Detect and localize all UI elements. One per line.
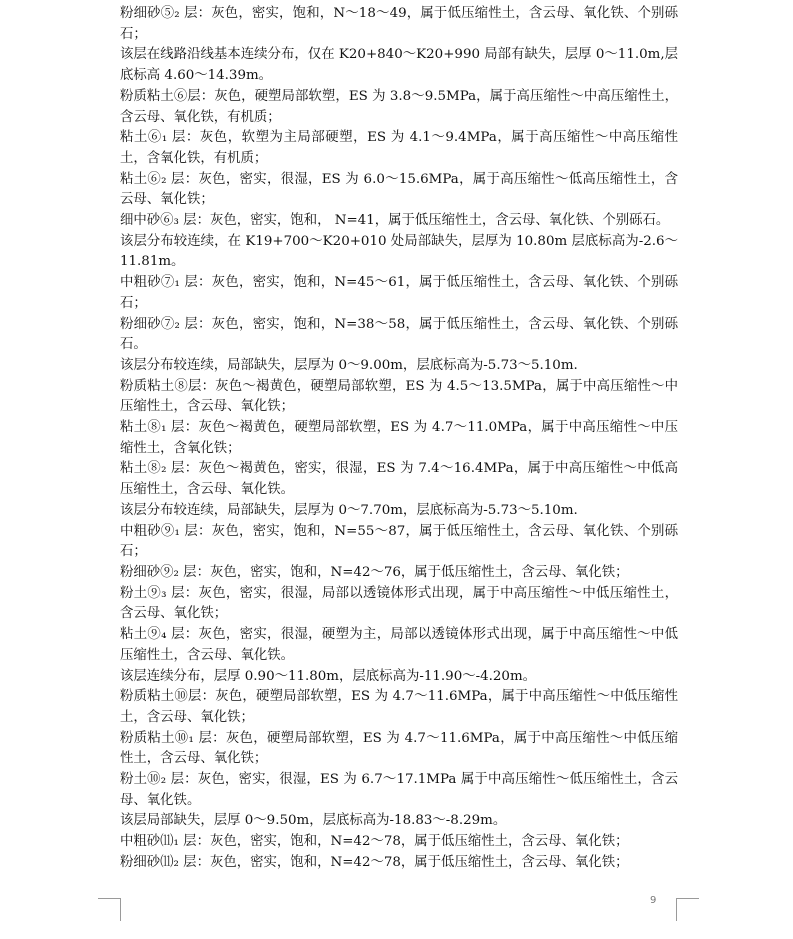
paragraph: 粉质粘土⑧层：灰色～褐黄色，硬塑局部软塑，ES 为 4.5～13.5MPa，属于中高压缩性～中压缩性土，含云母、氧化铁； [120,378,678,415]
paragraph: 中粗砂⑨₁ 层：灰色，密实，饱和，N=55～87，属于低压缩性土，含云母、氧化铁、个别砾石； [120,523,678,560]
paragraph: 粘土⑧₂ 层：灰色～褐黄色，密实，很湿，ES 为 7.4～16.4MPa，属于中高压缩性～中低高压缩性土，含云母、氧化铁。 [120,461,678,498]
paragraph: 粉质粘土⑩₁ 层：灰色，硬塑局部软塑，ES 为 4.7～11.6MPa，属于中高压缩性～中低压缩性土，含云母、氧化铁； [120,730,678,767]
right-page-corner-mark [676,898,699,921]
paragraph: 中粗砂⑾₁ 层：灰色，密实，饱和，N=42～78，属于低压缩性土，含云母、氧化铁； [120,834,629,850]
paragraph: 该层分布较连续，局部缺失，层厚为 0～9.00m，层底标高为-5.73～5.10m. [120,357,578,373]
paragraph: 粉细砂⑤₂ 层：灰色，密实，饱和，N～18～49，属于低压缩性土，含云母、氧化铁、个别砾石； [120,6,678,42]
paragraph: 粉细砂⑾₂ 层：灰色，密实，饱和，N=42～78，属于低压缩性土，含云母、氧化铁； [120,854,629,870]
paragraph: 中粗砂⑦₁ 层：灰色，密实，饱和，N=45～61，属于低压缩性土，含云母、氧化铁、个别砾石； [120,275,678,311]
paragraph: 该层分布较连续，在 K19+700～K20+010 处局部缺失，层厚为 10.80m 层底标高为-2.6～11.81m。 [120,233,678,270]
paragraph: 粘土⑥₁ 层：灰色，软塑为主局部硬塑，ES 为 4.1～9.4MPa，属于高压缩性～中高压缩性土，含氧化铁，有机质； [120,130,678,166]
paragraph: 粘土⑧₁ 层：灰色～褐黄色，硬塑局部软塑，ES 为 4.7～11.0MPa，属于中高压缩性～中压缩性土，含氧化铁； [120,420,678,456]
paragraph: 粉土⑨₃ 层：灰色，密实，很湿，局部以透镜体形式出现，属于中高压缩性～中低压缩性土，含云母、氧化铁； [120,585,678,622]
paragraph: 该层在线路沿线基本连续分布，仅在 K20+840～K20+990 局部有缺失，层厚 0～11.0m,层底标高 4.60～14.39m。 [120,47,678,84]
document-body [120,4,678,874]
paragraph: 粉细砂⑦₂ 层：灰色，密实，饱和，N=38～58，属于低压缩性土，含云母、氧化铁、个别砾石。 [120,316,678,353]
paragraph: 该层局部缺失，层厚 0～9.50m，层底标高为-18.83～-8.29m。 [120,813,507,829]
paragraph: 粘土⑨₄ 层：灰色，密实，很湿，硬塑为主，局部以透镜体形式出现，属于中高压缩性～中低压缩性土，含云母、氧化铁。 [120,627,678,663]
left-page-corner-mark [98,898,121,921]
paragraph: 该层分布较连续，局部缺失，层厚为 0～7.70m，层底标高为-5.73～5.10m. [120,502,578,518]
paragraph: 细中砂⑥₃ 层：灰色，密实，饱和， N=41，属于低压缩性土，含云母、氧化铁、个别砾石。 [120,213,670,229]
paragraph: 粉质粘土⑥层：灰色，硬塑局部软塑，ES 为 3.8～9.5MPa，属于高压缩性～中高压缩性土，含云母、氧化铁，有机质； [120,88,678,125]
paragraph: 粉土⑩₂ 层：灰色，密实，很湿，ES 为 6.7～17.1MPa 属于中高压缩性～低压缩性土，含云母、氧化铁。 [120,772,678,808]
paragraph: 粉细砂⑨₂ 层：灰色，密实，饱和，N=42～76，属于低压缩性土，含云母、氧化铁； [120,564,629,580]
paragraph: 粉质粘土⑩层：灰色，硬塑局部软塑，ES 为 4.7～11.6MPa，属于中高压缩性～中低压缩性土，含云母、氧化铁； [120,689,678,725]
paragraph: 粘土⑥₂ 层：灰色，密实，很湿，ES 为 6.0～15.6MPa，属于高压缩性～低高压缩性土，含云母、氧化铁； [120,171,678,208]
paragraph: 该层连续分布，层厚 0.90～11.80m，层底标高为-11.90～-4.20m。 [120,668,537,684]
page-number: 9 [650,895,657,906]
